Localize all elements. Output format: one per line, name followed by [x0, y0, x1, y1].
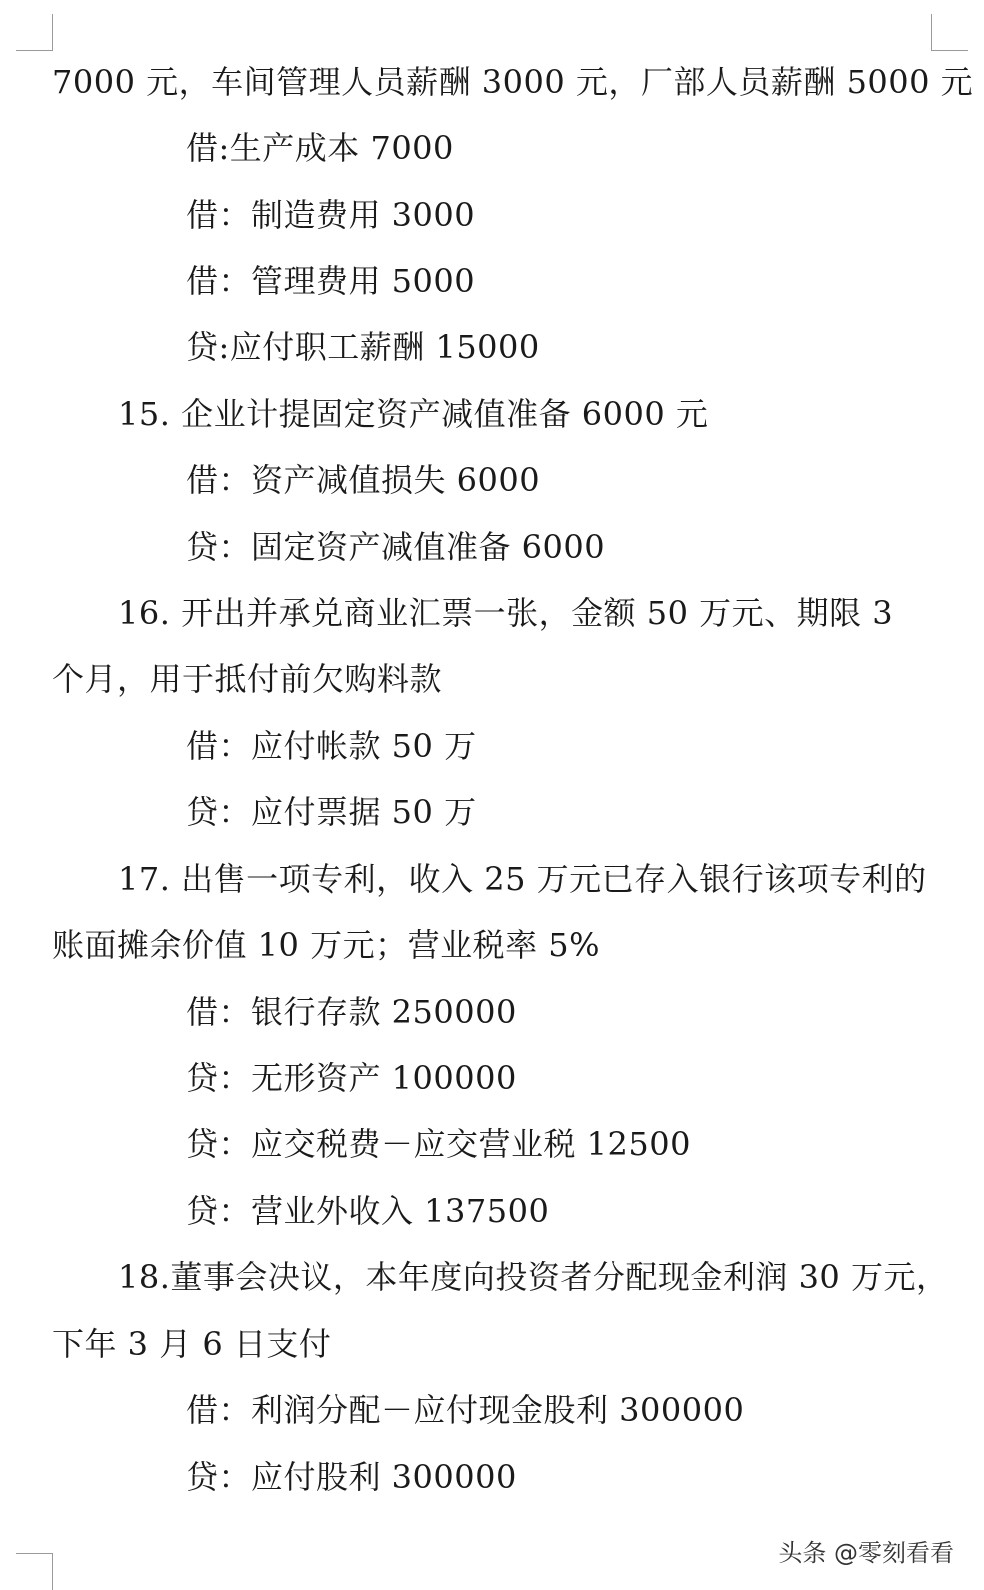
journal-entry-debit: 借：制造费用 3000 — [186, 196, 476, 234]
item-18-heading: 18.董事会决议，本年度向投资者分配现金利润 30 万元， — [118, 1258, 949, 1296]
watermark: 头条 @零刻看看 — [778, 1539, 954, 1567]
journal-entry-credit: 贷：应付票据 50 万 — [186, 793, 477, 831]
item-16-heading: 16. 开出并承兑商业汇票一张，金额 50 万元、期限 3 — [118, 594, 894, 632]
journal-entry-debit: 借:生产成本 7000 — [186, 129, 454, 167]
journal-entry-credit: 贷：应付股利 300000 — [186, 1458, 517, 1496]
journal-entry-debit: 借：资产减值损失 6000 — [186, 461, 541, 499]
journal-entry-credit: 贷：无形资产 100000 — [186, 1059, 517, 1097]
page-corner-mark-top-left — [16, 14, 53, 51]
item-15-heading: 15. 企业计提固定资产减值准备 6000 元 — [118, 395, 709, 433]
journal-entry-credit: 贷:应付职工薪酬 15000 — [186, 328, 540, 366]
journal-entry-debit: 借：管理费用 5000 — [186, 262, 476, 300]
journal-entry-debit: 借：利润分配－应付现金股利 300000 — [186, 1391, 745, 1429]
item-17-heading: 17. 出售一项专利，收入 25 万元已存入银行该项专利的 — [118, 860, 927, 898]
journal-entry-credit: 贷：应交税费－应交营业税 12500 — [186, 1125, 691, 1163]
journal-entry-debit: 借：银行存款 250000 — [186, 993, 517, 1031]
page-corner-mark-top-right — [931, 14, 968, 51]
page-corner-mark-bottom-left — [16, 1553, 53, 1590]
journal-entry-credit: 贷：营业外收入 137500 — [186, 1192, 550, 1230]
journal-entry-credit: 贷：固定资产减值准备 6000 — [186, 528, 606, 566]
text-line: 7000 元，车间管理人员薪酬 3000 元，厂部人员薪酬 5000 元 — [52, 63, 974, 101]
journal-entry-debit: 借：应付帐款 50 万 — [186, 727, 477, 765]
item-18-heading-continued: 下年 3 月 6 日支付 — [52, 1325, 332, 1363]
item-17-heading-continued: 账面摊余价值 10 万元；营业税率 5% — [52, 926, 601, 964]
item-16-heading-continued: 个月，用于抵付前欠购料款 — [52, 660, 443, 698]
